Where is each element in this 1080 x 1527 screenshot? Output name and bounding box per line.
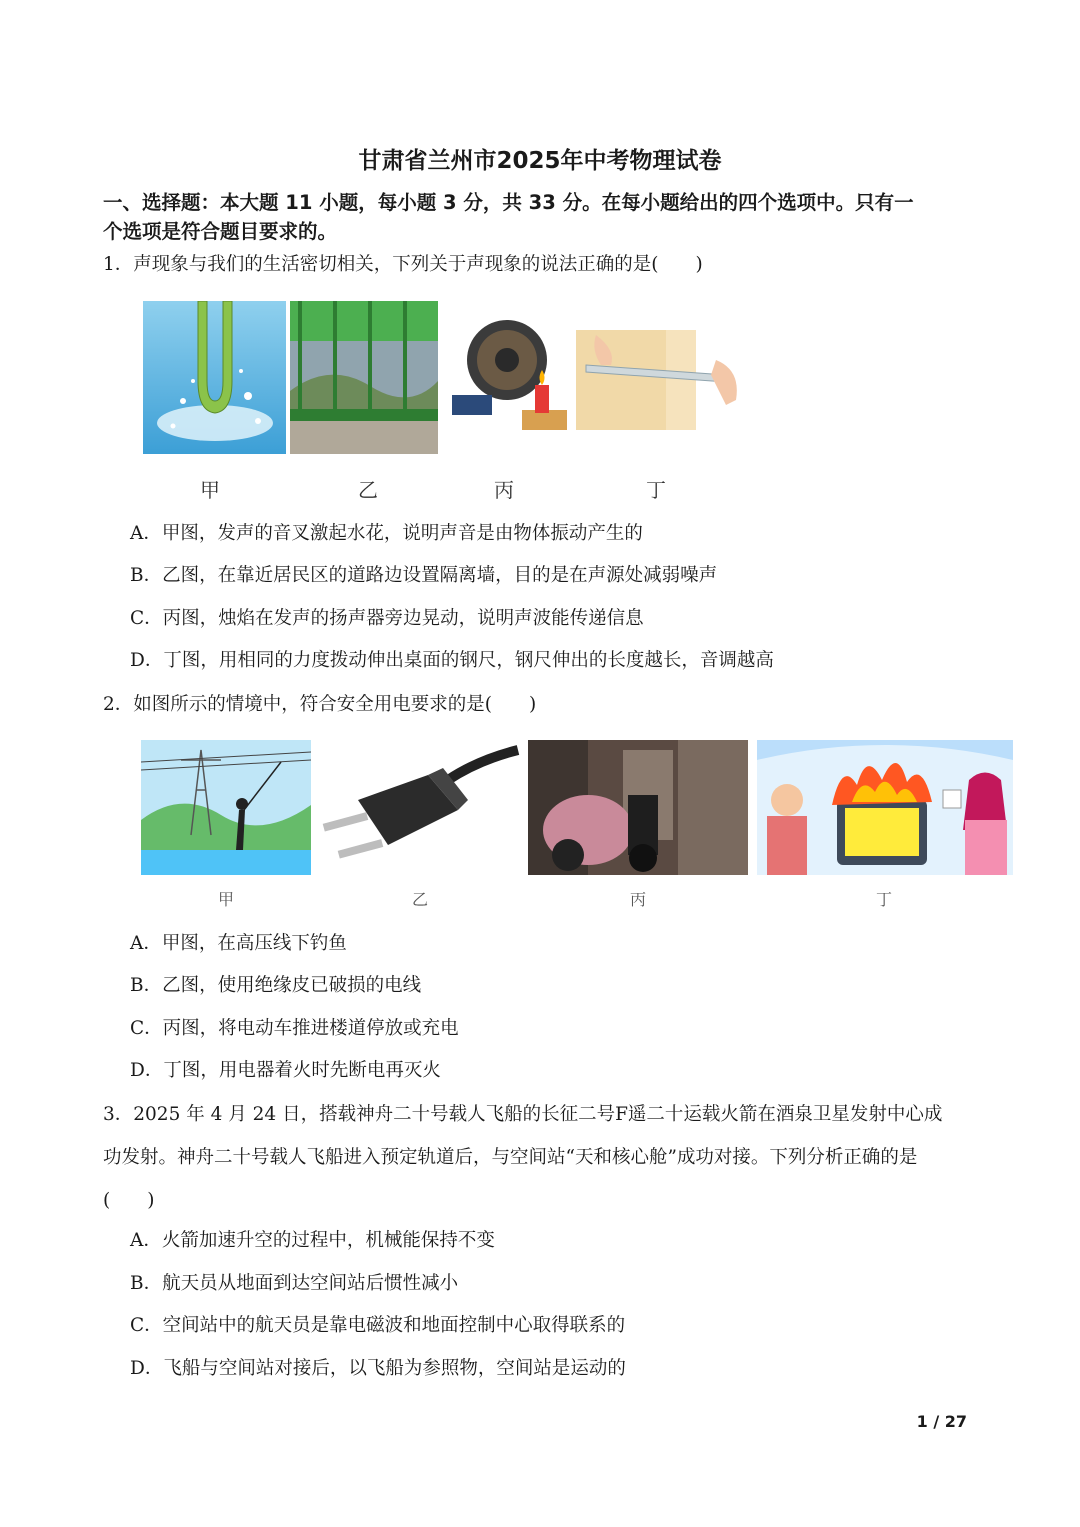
question-3-stem xyxy=(103,1093,983,1222)
question-3-stem-line3: ( ) xyxy=(103,1190,155,1211)
q1-figure-speaker-candle xyxy=(447,315,567,435)
q2-option-a: A．甲图，在高压线下钓鱼 xyxy=(130,933,347,954)
page-number: 1 / 27 xyxy=(916,1412,967,1431)
q1-figure-label-bing: 丙 xyxy=(494,478,514,502)
q2-figure-tv-fire xyxy=(757,740,1013,875)
q3-option-a: A．火箭加速升空的过程中，机械能保持不变 xyxy=(130,1230,495,1251)
q2-option-b: B．乙图，使用绝缘皮已破损的电线 xyxy=(130,975,422,996)
q2-option-c: C．丙图，将电动车推进楼道停放或充电 xyxy=(130,1018,459,1039)
q1-option-b: B．乙图，在靠近居民区的道路边设置隔离墙，目的是在声源处减弱噪声 xyxy=(130,565,718,586)
question-3-stem-line2: 功发射。神舟二十号载人飞船进入预定轨道后，与空间站“天和核心舱”成功对接。下列分析正确的是 xyxy=(103,1147,918,1168)
section-heading xyxy=(103,188,983,246)
q2-figure-fishing-power-line xyxy=(141,740,311,875)
q2-figure-damaged-plug xyxy=(318,740,520,875)
q2-figure-ebike-corridor xyxy=(528,740,748,875)
q1-option-a: A．甲图，发声的音叉激起水花，说明声音是由物体振动产生的 xyxy=(130,523,643,544)
q1-figure-label-jia: 甲 xyxy=(200,478,220,502)
q3-option-b: B．航天员从地面到达空间站后惯性减小 xyxy=(130,1273,459,1294)
q2-figure-label-bing: 丙 xyxy=(629,890,646,909)
q1-option-d: D．丁图，用相同的力度拨动伸出桌面的钢尺，钢尺伸出的长度越长，音调越高 xyxy=(130,650,774,671)
q2-figure-label-jia: 甲 xyxy=(217,890,234,909)
question-3-stem-line1: 3．2025 年 4 月 24 日，搭载神舟二十号载人飞船的长征二号F遥二十运载火箭在酒泉卫星发射中心成 xyxy=(103,1104,943,1125)
question-2-stem: 2．如图所示的情境中，符合安全用电要求的是( ) xyxy=(103,694,537,715)
q2-figure-label-yi: 乙 xyxy=(411,890,428,909)
question-1-stem: 1．声现象与我们的生活密切相关，下列关于声现象的说法正确的是( ) xyxy=(103,254,703,275)
q2-figure-label-ding: 丁 xyxy=(875,890,892,909)
page-title: 甘肃省兰州市2025年中考物理试卷 xyxy=(358,148,722,174)
section-heading-line1: 一、选择题：本大题 11 小题，每小题 3 分，共 33 分。在每小题给出的四个选项中。只有一 xyxy=(103,191,914,214)
q1-figure-label-yi: 乙 xyxy=(358,478,378,502)
q1-figure-sound-barrier xyxy=(290,301,438,454)
q3-option-c: C．空间站中的航天员是靠电磁波和地面控制中心取得联系的 xyxy=(130,1315,626,1336)
q1-figure-label-ding: 丁 xyxy=(646,478,666,502)
section-heading-line2: 个选项是符合题目要求的。 xyxy=(103,220,338,243)
q2-option-d: D．丁图，用电器着火时先断电再灭火 xyxy=(130,1060,441,1081)
q3-option-d: D．飞船与空间站对接后，以飞船为参照物，空间站是运动的 xyxy=(130,1358,626,1379)
q1-figure-tuning-fork xyxy=(143,301,286,454)
q1-option-c: C．丙图，烛焰在发声的扬声器旁边晃动，说明声波能传递信息 xyxy=(130,608,644,629)
q1-figure-ruler-table xyxy=(576,330,746,430)
